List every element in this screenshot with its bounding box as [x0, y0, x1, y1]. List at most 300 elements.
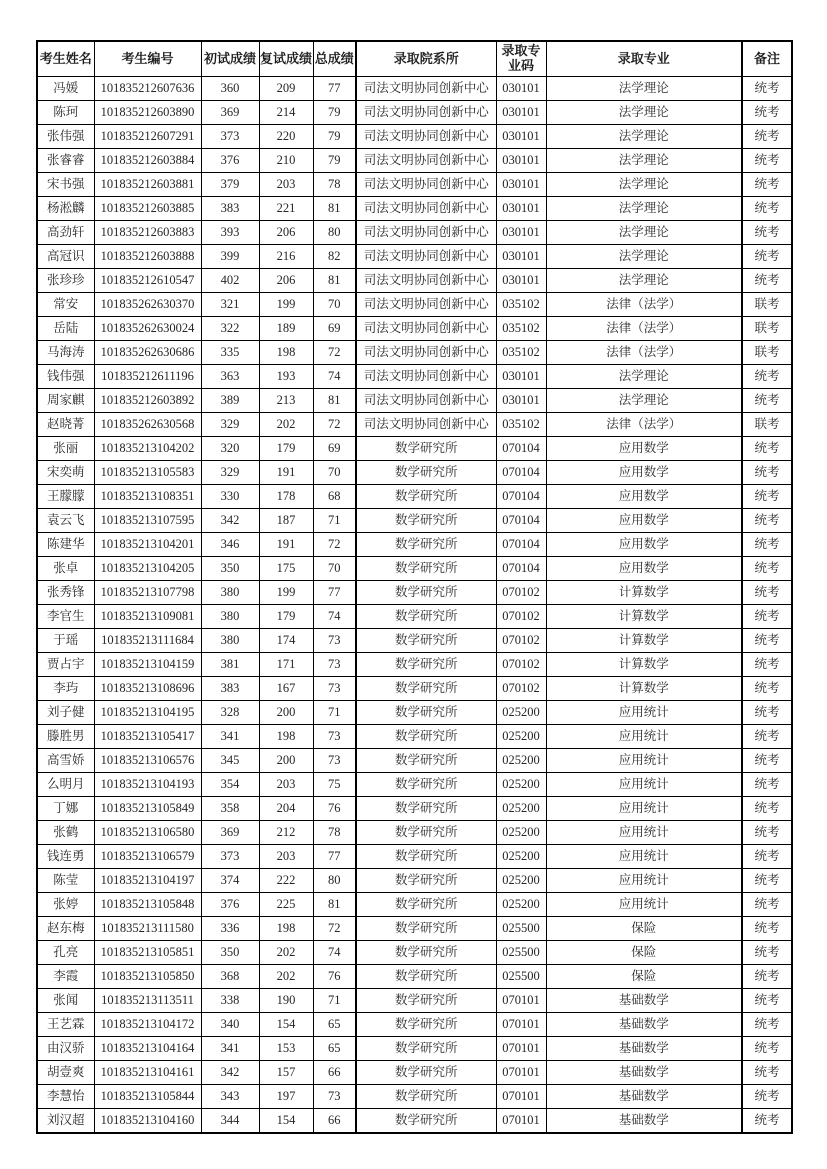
cell-total-score: 80: [313, 221, 356, 245]
column-header-total-score: 总成绩: [313, 41, 356, 77]
cell-major: 法律（法学）: [546, 413, 742, 437]
cell-total-score: 81: [313, 269, 356, 293]
cell-remark: 统考: [742, 1109, 792, 1134]
cell-initial-score: 381: [201, 653, 259, 677]
cell-total-score: 66: [313, 1061, 356, 1085]
cell-major: 法学理论: [546, 221, 742, 245]
cell-candidate-no: 101835212603888: [94, 245, 201, 269]
cell-initial-score: 383: [201, 197, 259, 221]
table-row: [37, 629, 792, 653]
cell-initial-score: 330: [201, 485, 259, 509]
cell-candidate-no: 101835262630568: [94, 413, 201, 437]
cell-candidate-no: 101835212607291: [94, 125, 201, 149]
cell-initial-score: 369: [201, 101, 259, 125]
cell-major: 计算数学: [546, 677, 742, 701]
cell-initial-score: 389: [201, 389, 259, 413]
cell-initial-score: 373: [201, 845, 259, 869]
cell-total-score: 78: [313, 173, 356, 197]
cell-retest-score: 203: [259, 773, 313, 797]
cell-candidate-no: 101835213107595: [94, 509, 201, 533]
cell-major: 应用统计: [546, 893, 742, 917]
cell-major: 保险: [546, 941, 742, 965]
cell-initial-score: 350: [201, 941, 259, 965]
cell-retest-score: 197: [259, 1085, 313, 1109]
table-row: [37, 533, 792, 557]
table-row: [37, 269, 792, 293]
cell-name: 陈珂: [37, 101, 94, 125]
table-row: [37, 677, 792, 701]
cell-major-code: 030101: [496, 365, 546, 389]
cell-name: 冯媛: [37, 77, 94, 101]
cell-name: 张秀锋: [37, 581, 94, 605]
cell-retest-score: 154: [259, 1013, 313, 1037]
cell-initial-score: 374: [201, 869, 259, 893]
table-row: [37, 701, 792, 725]
cell-department: 数学研究所: [356, 821, 496, 845]
cell-remark: 联考: [742, 413, 792, 437]
cell-initial-score: 322: [201, 317, 259, 341]
cell-total-score: 69: [313, 437, 356, 461]
cell-name: 王艺霖: [37, 1013, 94, 1037]
cell-name: 由汉骄: [37, 1037, 94, 1061]
cell-retest-score: 157: [259, 1061, 313, 1085]
cell-major: 计算数学: [546, 653, 742, 677]
cell-retest-score: 174: [259, 629, 313, 653]
cell-retest-score: 204: [259, 797, 313, 821]
cell-candidate-no: 101835213105849: [94, 797, 201, 821]
cell-major-code: 025200: [496, 797, 546, 821]
cell-name: 张卓: [37, 557, 94, 581]
cell-total-score: 79: [313, 149, 356, 173]
cell-major-code: 030101: [496, 221, 546, 245]
cell-major-code: 030101: [496, 197, 546, 221]
cell-candidate-no: 101835213106576: [94, 749, 201, 773]
table-row: [37, 749, 792, 773]
table-row: [37, 485, 792, 509]
cell-remark: 统考: [742, 149, 792, 173]
cell-department: 数学研究所: [356, 1061, 496, 1085]
cell-candidate-no: 101835262630686: [94, 341, 201, 365]
cell-remark: 统考: [742, 1061, 792, 1085]
cell-name: 陈莹: [37, 869, 94, 893]
cell-candidate-no: 101835213104160: [94, 1109, 201, 1134]
table-row: [37, 1013, 792, 1037]
cell-major: 法学理论: [546, 389, 742, 413]
cell-major: 计算数学: [546, 605, 742, 629]
cell-retest-score: 222: [259, 869, 313, 893]
cell-major: 应用数学: [546, 509, 742, 533]
cell-remark: 统考: [742, 821, 792, 845]
cell-name: 钱连勇: [37, 845, 94, 869]
cell-major-code: 030101: [496, 149, 546, 173]
cell-major-code: 025200: [496, 821, 546, 845]
table-row: [37, 989, 792, 1013]
cell-total-score: 73: [313, 677, 356, 701]
cell-remark: 统考: [742, 557, 792, 581]
cell-retest-score: 202: [259, 965, 313, 989]
cell-total-score: 72: [313, 413, 356, 437]
cell-major-code: 025500: [496, 941, 546, 965]
cell-major: 基础数学: [546, 989, 742, 1013]
cell-remark: 统考: [742, 701, 792, 725]
cell-major-code: 035102: [496, 341, 546, 365]
cell-department: 数学研究所: [356, 557, 496, 581]
cell-retest-score: 198: [259, 917, 313, 941]
cell-department: 数学研究所: [356, 437, 496, 461]
cell-remark: 统考: [742, 965, 792, 989]
cell-department: 司法文明协同创新中心: [356, 341, 496, 365]
cell-initial-score: 360: [201, 77, 259, 101]
cell-remark: 统考: [742, 845, 792, 869]
cell-remark: 联考: [742, 341, 792, 365]
cell-major-code: 030101: [496, 389, 546, 413]
cell-major: 应用数学: [546, 437, 742, 461]
cell-department: 数学研究所: [356, 701, 496, 725]
cell-major: 法律（法学）: [546, 317, 742, 341]
table-row: [37, 125, 792, 149]
cell-total-score: 73: [313, 725, 356, 749]
cell-candidate-no: 101835213113511: [94, 989, 201, 1013]
cell-major: 法律（法学）: [546, 341, 742, 365]
cell-major: 基础数学: [546, 1037, 742, 1061]
cell-remark: 统考: [742, 725, 792, 749]
cell-remark: 联考: [742, 317, 792, 341]
cell-major: 基础数学: [546, 1061, 742, 1085]
cell-remark: 统考: [742, 653, 792, 677]
cell-retest-score: 200: [259, 701, 313, 725]
cell-major: 法学理论: [546, 101, 742, 125]
cell-major-code: 070104: [496, 461, 546, 485]
cell-major: 应用统计: [546, 701, 742, 725]
table-row: [37, 797, 792, 821]
cell-department: 司法文明协同创新中心: [356, 221, 496, 245]
cell-total-score: 82: [313, 245, 356, 269]
cell-total-score: 71: [313, 509, 356, 533]
cell-remark: 统考: [742, 485, 792, 509]
table-row: [37, 1085, 792, 1109]
cell-retest-score: 199: [259, 293, 313, 317]
cell-candidate-no: 101835213111684: [94, 629, 201, 653]
cell-candidate-no: 101835212603885: [94, 197, 201, 221]
cell-retest-score: 212: [259, 821, 313, 845]
cell-total-score: 75: [313, 773, 356, 797]
cell-total-score: 81: [313, 893, 356, 917]
cell-retest-score: 199: [259, 581, 313, 605]
cell-department: 司法文明协同创新中心: [356, 245, 496, 269]
cell-remark: 统考: [742, 389, 792, 413]
cell-retest-score: 193: [259, 365, 313, 389]
cell-candidate-no: 101835212607636: [94, 77, 201, 101]
cell-department: 司法文明协同创新中心: [356, 149, 496, 173]
cell-department: 数学研究所: [356, 917, 496, 941]
cell-major: 应用统计: [546, 797, 742, 821]
cell-major-code: 070101: [496, 1037, 546, 1061]
cell-major-code: 030101: [496, 173, 546, 197]
cell-total-score: 77: [313, 77, 356, 101]
column-header-remark: 备注: [742, 41, 792, 77]
cell-department: 数学研究所: [356, 725, 496, 749]
cell-major: 应用统计: [546, 821, 742, 845]
cell-major-code: 025200: [496, 725, 546, 749]
cell-name: 高雪娇: [37, 749, 94, 773]
cell-major-code: 070101: [496, 1085, 546, 1109]
cell-candidate-no: 101835213105850: [94, 965, 201, 989]
cell-retest-score: 179: [259, 437, 313, 461]
cell-remark: 统考: [742, 773, 792, 797]
cell-major: 基础数学: [546, 1013, 742, 1037]
cell-initial-score: 341: [201, 725, 259, 749]
cell-major: 法律（法学）: [546, 293, 742, 317]
cell-remark: 统考: [742, 629, 792, 653]
cell-retest-score: 210: [259, 149, 313, 173]
cell-major-code: 025200: [496, 701, 546, 725]
table-row: [37, 365, 792, 389]
cell-candidate-no: 101835213104195: [94, 701, 201, 725]
cell-candidate-no: 101835213104201: [94, 533, 201, 557]
cell-total-score: 79: [313, 125, 356, 149]
cell-major-code: 030101: [496, 77, 546, 101]
table-row: [37, 1109, 792, 1134]
cell-major: 法学理论: [546, 173, 742, 197]
cell-name: 常安: [37, 293, 94, 317]
cell-major-code: 070101: [496, 1061, 546, 1085]
cell-name: 胡壹爽: [37, 1061, 94, 1085]
cell-name: 张睿睿: [37, 149, 94, 173]
cell-retest-score: 200: [259, 749, 313, 773]
cell-total-score: 81: [313, 389, 356, 413]
cell-name: 刘汉超: [37, 1109, 94, 1134]
cell-total-score: 70: [313, 293, 356, 317]
table-row: [37, 605, 792, 629]
table-row: [37, 1037, 792, 1061]
cell-initial-score: 376: [201, 149, 259, 173]
cell-major-code: 025500: [496, 917, 546, 941]
cell-retest-score: 171: [259, 653, 313, 677]
cell-department: 数学研究所: [356, 653, 496, 677]
table-row: [37, 653, 792, 677]
table-row: [37, 941, 792, 965]
cell-candidate-no: 101835213105851: [94, 941, 201, 965]
cell-major: 基础数学: [546, 1109, 742, 1134]
cell-remark: 统考: [742, 125, 792, 149]
cell-department: 司法文明协同创新中心: [356, 365, 496, 389]
cell-major-code: 070101: [496, 989, 546, 1013]
cell-name: 岳陆: [37, 317, 94, 341]
table-row: [37, 293, 792, 317]
cell-initial-score: 342: [201, 509, 259, 533]
cell-remark: 统考: [742, 245, 792, 269]
column-header-initial-score: 初试成绩: [201, 41, 259, 77]
cell-total-score: 81: [313, 197, 356, 221]
table-row: [37, 965, 792, 989]
cell-name: 李慧怡: [37, 1085, 94, 1109]
cell-retest-score: 198: [259, 341, 313, 365]
table-row: [37, 893, 792, 917]
cell-candidate-no: 101835213108696: [94, 677, 201, 701]
cell-department: 司法文明协同创新中心: [356, 293, 496, 317]
cell-total-score: 66: [313, 1109, 356, 1134]
cell-department: 数学研究所: [356, 605, 496, 629]
cell-total-score: 80: [313, 869, 356, 893]
cell-initial-score: 350: [201, 557, 259, 581]
cell-name: 张珍珍: [37, 269, 94, 293]
table-row: [37, 173, 792, 197]
cell-major: 法学理论: [546, 197, 742, 221]
cell-remark: 统考: [742, 677, 792, 701]
cell-initial-score: 373: [201, 125, 259, 149]
cell-candidate-no: 101835213111580: [94, 917, 201, 941]
cell-remark: 统考: [742, 989, 792, 1013]
cell-name: 滕胜男: [37, 725, 94, 749]
cell-major: 应用数学: [546, 533, 742, 557]
cell-remark: 统考: [742, 173, 792, 197]
cell-total-score: 74: [313, 605, 356, 629]
cell-initial-score: 358: [201, 797, 259, 821]
column-header-major: 录取专业: [546, 41, 742, 77]
cell-remark: 统考: [742, 797, 792, 821]
table-row: [37, 557, 792, 581]
cell-retest-score: 203: [259, 173, 313, 197]
cell-major-code: 035102: [496, 413, 546, 437]
cell-name: 刘子健: [37, 701, 94, 725]
cell-candidate-no: 101835213105583: [94, 461, 201, 485]
cell-department: 司法文明协同创新中心: [356, 77, 496, 101]
cell-major-code: 070102: [496, 605, 546, 629]
cell-major: 法学理论: [546, 125, 742, 149]
cell-major: 计算数学: [546, 629, 742, 653]
cell-major: 应用数学: [546, 557, 742, 581]
cell-retest-score: 220: [259, 125, 313, 149]
cell-initial-score: 346: [201, 533, 259, 557]
cell-initial-score: 320: [201, 437, 259, 461]
cell-department: 司法文明协同创新中心: [356, 317, 496, 341]
column-header-major-code: 录取专业码: [496, 41, 546, 77]
cell-initial-score: 380: [201, 629, 259, 653]
cell-name: 孔亮: [37, 941, 94, 965]
cell-total-score: 70: [313, 461, 356, 485]
cell-remark: 统考: [742, 437, 792, 461]
cell-remark: 统考: [742, 917, 792, 941]
cell-remark: 统考: [742, 1085, 792, 1109]
cell-major: 应用数学: [546, 461, 742, 485]
cell-major-code: 070104: [496, 557, 546, 581]
cell-major: 法学理论: [546, 365, 742, 389]
cell-retest-score: 206: [259, 221, 313, 245]
cell-department: 数学研究所: [356, 1085, 496, 1109]
cell-major: 法学理论: [546, 245, 742, 269]
cell-candidate-no: 101835212610547: [94, 269, 201, 293]
cell-initial-score: 321: [201, 293, 259, 317]
table-row: [37, 437, 792, 461]
cell-candidate-no: 101835212603890: [94, 101, 201, 125]
cell-department: 数学研究所: [356, 485, 496, 509]
table-row: [37, 1061, 792, 1085]
cell-retest-score: 225: [259, 893, 313, 917]
cell-name: 张婷: [37, 893, 94, 917]
cell-retest-score: 191: [259, 461, 313, 485]
cell-candidate-no: 101835213104193: [94, 773, 201, 797]
cell-name: 钱伟强: [37, 365, 94, 389]
table-row: [37, 149, 792, 173]
cell-initial-score: 376: [201, 893, 259, 917]
cell-total-score: 72: [313, 341, 356, 365]
cell-name: 李霞: [37, 965, 94, 989]
cell-total-score: 76: [313, 965, 356, 989]
cell-remark: 统考: [742, 461, 792, 485]
table-row: [37, 317, 792, 341]
table-row: [37, 773, 792, 797]
table-row: [37, 461, 792, 485]
table-row: [37, 197, 792, 221]
cell-retest-score: 178: [259, 485, 313, 509]
table-row: [37, 821, 792, 845]
cell-total-score: 74: [313, 941, 356, 965]
cell-candidate-no: 101835212603883: [94, 221, 201, 245]
cell-retest-score: 154: [259, 1109, 313, 1134]
cell-retest-score: 216: [259, 245, 313, 269]
cell-initial-score: 329: [201, 413, 259, 437]
cell-major-code: 070104: [496, 533, 546, 557]
admission-results-sheet: [36, 40, 791, 1134]
cell-total-score: 78: [313, 821, 356, 845]
cell-name: 李玙: [37, 677, 94, 701]
cell-name: 张丽: [37, 437, 94, 461]
cell-total-score: 71: [313, 701, 356, 725]
cell-major: 应用数学: [546, 485, 742, 509]
cell-initial-score: 336: [201, 917, 259, 941]
cell-candidate-no: 101835213107798: [94, 581, 201, 605]
cell-major-code: 025200: [496, 893, 546, 917]
cell-major-code: 030101: [496, 245, 546, 269]
cell-major: 保险: [546, 965, 742, 989]
column-header-name: 考生姓名: [37, 41, 94, 77]
cell-initial-score: 402: [201, 269, 259, 293]
cell-initial-score: 399: [201, 245, 259, 269]
cell-candidate-no: 101835213104205: [94, 557, 201, 581]
cell-name: 贾占宇: [37, 653, 94, 677]
cell-candidate-no: 101835213104161: [94, 1061, 201, 1085]
cell-major-code: 035102: [496, 293, 546, 317]
table-row: [37, 221, 792, 245]
cell-major: 法学理论: [546, 269, 742, 293]
table-row: [37, 341, 792, 365]
cell-candidate-no: 101835213104172: [94, 1013, 201, 1037]
cell-name: 赵东梅: [37, 917, 94, 941]
cell-remark: 联考: [742, 293, 792, 317]
cell-initial-score: 393: [201, 221, 259, 245]
cell-retest-score: 190: [259, 989, 313, 1013]
cell-name: 王朦朦: [37, 485, 94, 509]
cell-major-code: 070101: [496, 1013, 546, 1037]
cell-initial-score: 338: [201, 989, 259, 1013]
cell-remark: 统考: [742, 1037, 792, 1061]
cell-name: 宋奕萌: [37, 461, 94, 485]
cell-major-code: 070104: [496, 509, 546, 533]
cell-candidate-no: 101835212603892: [94, 389, 201, 413]
cell-department: 数学研究所: [356, 965, 496, 989]
cell-major-code: 070104: [496, 437, 546, 461]
cell-retest-score: 214: [259, 101, 313, 125]
cell-remark: 统考: [742, 869, 792, 893]
cell-major-code: 070102: [496, 677, 546, 701]
cell-name: 杨淞麟: [37, 197, 94, 221]
cell-name: 张伟强: [37, 125, 94, 149]
cell-initial-score: 383: [201, 677, 259, 701]
cell-department: 数学研究所: [356, 845, 496, 869]
cell-remark: 统考: [742, 77, 792, 101]
cell-total-score: 77: [313, 845, 356, 869]
cell-candidate-no: 101835213105417: [94, 725, 201, 749]
